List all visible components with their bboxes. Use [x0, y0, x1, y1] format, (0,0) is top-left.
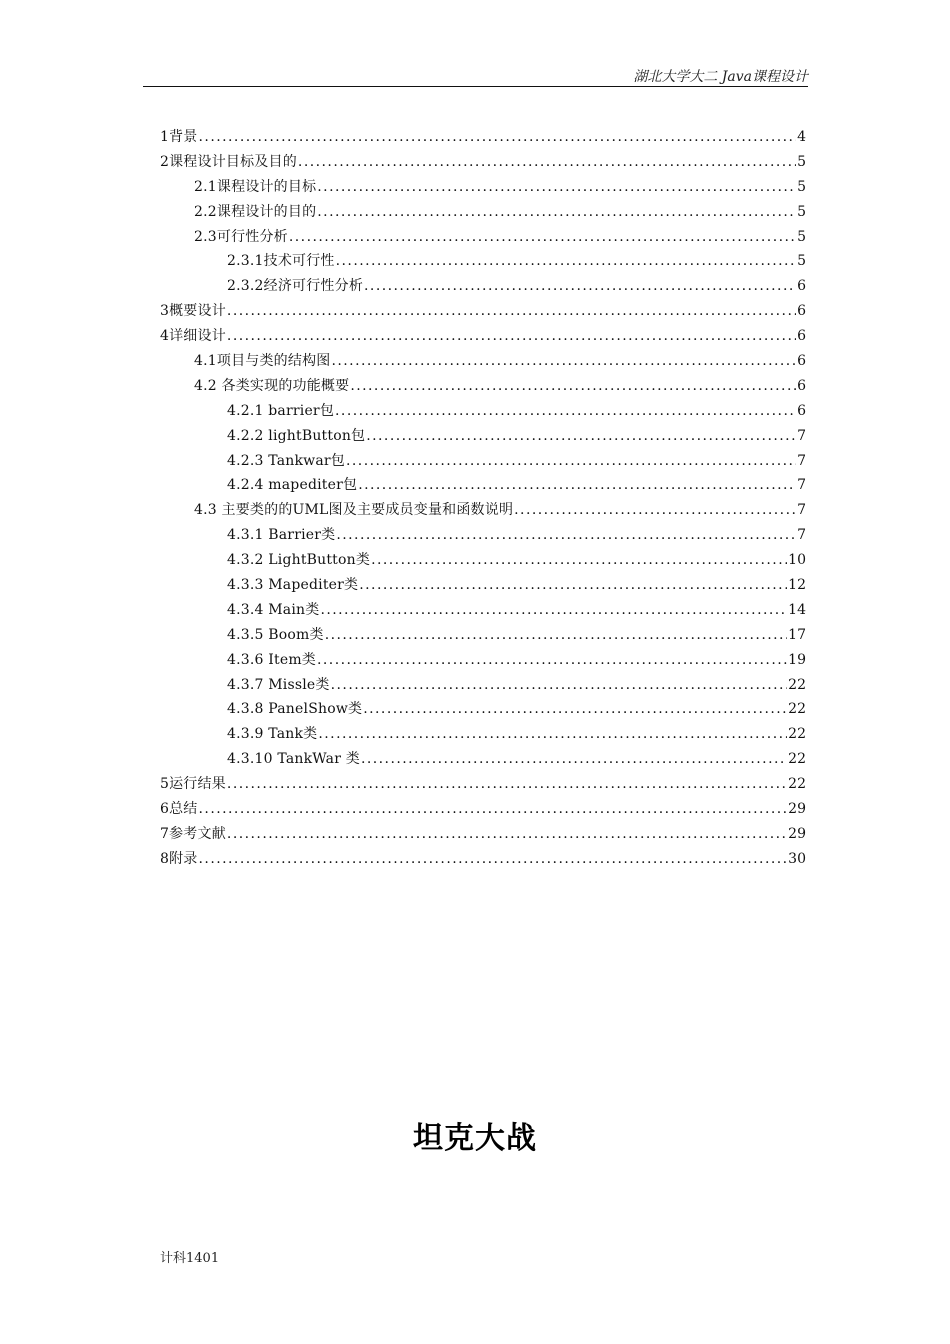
toc-entry-page-number: 10: [788, 552, 806, 569]
toc-entry-label: 7参考文献: [160, 825, 226, 842]
toc-leader-dots: [331, 675, 788, 695]
toc-entry[interactable]: [160, 475, 806, 500]
toc-entry-label: 2.3.1技术可行性: [227, 253, 335, 270]
toc-leader-dots: [350, 376, 796, 396]
toc-entry-label: 4详细设计: [160, 328, 226, 345]
toc-entry-page-number: 7: [797, 527, 806, 544]
toc-leader-dots: [331, 351, 796, 371]
toc-leader-dots: [371, 550, 787, 570]
toc-entry-label: 4.3.1 Barrier类: [227, 527, 336, 544]
toc-entry[interactable]: [160, 227, 806, 252]
toc-entry[interactable]: [160, 675, 806, 700]
page-footer-class: 计科1401: [160, 1251, 220, 1266]
toc-entry[interactable]: [160, 152, 806, 177]
toc-entry-page-number: 29: [788, 801, 806, 818]
toc-entry-label: 5运行结果: [160, 776, 226, 793]
toc-entry[interactable]: [160, 799, 806, 824]
toc-entry-page-number: 6: [797, 353, 806, 370]
toc-entry-label: 4.3.2 LightButton类: [227, 552, 371, 569]
document-title: 坦克大战: [413, 1121, 537, 1156]
toc-entry[interactable]: [160, 824, 806, 849]
toc-entry-label: 4.2.2 lightButton包: [227, 427, 366, 444]
toc-leader-dots: [289, 227, 796, 247]
toc-entry-label: 4.3.7 Missle类: [227, 676, 330, 693]
toc-entry-page-number: 14: [788, 601, 806, 618]
toc-entry-page-number: 7: [797, 427, 806, 444]
toc-entry-page-number: 5: [797, 253, 806, 270]
toc-entry[interactable]: [160, 749, 806, 774]
toc-entry-label: 4.3.8 PanelShow类: [227, 701, 363, 718]
toc-entry-page-number: 5: [797, 153, 806, 170]
toc-leader-dots: [336, 525, 796, 545]
toc-leader-dots: [317, 202, 796, 222]
toc-leader-dots: [199, 849, 788, 869]
toc-entry-label: 2课程设计目标及目的: [160, 153, 297, 170]
toc-entry-label: 4.3.5 Boom类: [227, 626, 324, 643]
toc-leader-dots: [359, 575, 787, 595]
toc-entry-label: 4.3.3 Mapediter类: [227, 577, 359, 594]
toc-leader-dots: [514, 500, 796, 520]
toc-entry[interactable]: [160, 849, 806, 874]
toc-entry-page-number: 22: [788, 726, 806, 743]
toc-entry-label: 4.2 各类实现的功能概要: [194, 377, 350, 394]
toc-entry[interactable]: [160, 301, 806, 326]
toc-leader-dots: [336, 251, 796, 271]
toc-leader-dots: [199, 127, 797, 147]
toc-entry-page-number: 7: [797, 477, 806, 494]
toc-entry-page-number: 22: [788, 776, 806, 793]
toc-entry[interactable]: [160, 326, 806, 351]
toc-entry-label: 2.3.2经济可行性分析: [227, 278, 364, 295]
toc-entry-page-number: 6: [797, 328, 806, 345]
toc-leader-dots: [320, 600, 787, 620]
toc-entry-label: 6总结: [160, 801, 198, 818]
toc-entry-label: 4.3.4 Main类: [227, 601, 320, 618]
toc-entry[interactable]: [160, 500, 806, 525]
toc-entry-label: 2.1课程设计的目标: [194, 178, 317, 195]
toc-entry-page-number: 6: [797, 377, 806, 394]
toc-entry-page-number: 22: [788, 676, 806, 693]
toc-entry[interactable]: [160, 202, 806, 227]
toc-entry-page-number: 7: [797, 502, 806, 519]
toc-leader-dots: [364, 276, 796, 296]
toc-entry[interactable]: [160, 774, 806, 799]
toc-entry-page-number: 29: [788, 825, 806, 842]
toc-leader-dots: [318, 724, 787, 744]
toc-entry[interactable]: [160, 401, 806, 426]
toc-entry-page-number: 5: [797, 203, 806, 220]
toc-entry-page-number: 17: [788, 626, 806, 643]
toc-entry-label: 4.3.6 Item类: [227, 651, 316, 668]
toc-entry-page-number: 22: [788, 751, 806, 768]
toc-entry[interactable]: [160, 550, 806, 575]
toc-leader-dots: [227, 824, 787, 844]
toc-entry[interactable]: [160, 351, 806, 376]
toc-entry-page-number: 6: [797, 278, 806, 295]
toc-entry-label: 3概要设计: [160, 303, 226, 320]
toc-entry-label: 4.3.9 Tank类: [227, 726, 318, 743]
toc-leader-dots: [366, 426, 796, 446]
toc-entry[interactable]: [160, 625, 806, 650]
toc-entry[interactable]: [160, 251, 806, 276]
toc-leader-dots: [317, 650, 787, 670]
page-header-title: 湖北大学大二 Java课程设计: [633, 69, 808, 85]
toc-entry-label: 2.2课程设计的目的: [194, 203, 317, 220]
toc-leader-dots: [199, 799, 788, 819]
toc-entry[interactable]: [160, 127, 806, 152]
toc-entry-page-number: 12: [788, 577, 806, 594]
toc-entry[interactable]: [160, 724, 806, 749]
toc-entry[interactable]: [160, 276, 806, 301]
toc-entry[interactable]: [160, 525, 806, 550]
toc-entry-page-number: 5: [797, 228, 806, 245]
toc-entry[interactable]: [160, 699, 806, 724]
header-divider: [143, 86, 808, 87]
toc-entry-label: 4.2.3 Tankwar包: [227, 452, 345, 469]
toc-leader-dots: [227, 326, 796, 346]
toc-entry-label: 4.3 主要类的的UML图及主要成员变量和函数说明: [194, 502, 514, 519]
toc-entry-label: 4.1项目与类的结构图: [194, 353, 331, 370]
toc-leader-dots: [346, 451, 796, 471]
toc-entry[interactable]: [160, 177, 806, 202]
toc-entry-page-number: 30: [788, 850, 806, 867]
toc-entry-page-number: 19: [788, 651, 806, 668]
toc-entry[interactable]: [160, 575, 806, 600]
toc-entry-page-number: 22: [788, 701, 806, 718]
toc-entry-label: 2.3可行性分析: [194, 228, 288, 245]
toc-entry-label: 4.3.10 TankWar 类: [227, 751, 360, 768]
toc-leader-dots: [363, 699, 787, 719]
toc-leader-dots: [358, 475, 796, 495]
toc-entry-page-number: 5: [797, 178, 806, 195]
toc-entry-label: 1背景: [160, 129, 198, 145]
toc-entry-label: 4.2.1 barrier包: [227, 402, 335, 419]
toc-entry[interactable]: [160, 376, 806, 401]
table-of-contents: [160, 127, 806, 874]
toc-entry-page-number: 6: [797, 402, 806, 419]
toc-leader-dots: [227, 301, 796, 321]
toc-leader-dots: [361, 749, 787, 769]
toc-entry-page-number: 4: [797, 129, 806, 145]
toc-leader-dots: [227, 774, 787, 794]
toc-leader-dots: [317, 177, 796, 197]
toc-entry-page-number: 6: [797, 303, 806, 320]
toc-leader-dots: [298, 152, 796, 172]
toc-entry[interactable]: [160, 426, 806, 451]
toc-entry-label: 4.2.4 mapediter包: [227, 477, 358, 494]
toc-entry[interactable]: [160, 650, 806, 675]
toc-leader-dots: [325, 625, 787, 645]
toc-entry[interactable]: [160, 451, 806, 476]
toc-entry[interactable]: [160, 600, 806, 625]
toc-entry-page-number: 7: [797, 452, 806, 469]
toc-leader-dots: [335, 401, 796, 421]
toc-entry-label: 8附录: [160, 850, 198, 867]
